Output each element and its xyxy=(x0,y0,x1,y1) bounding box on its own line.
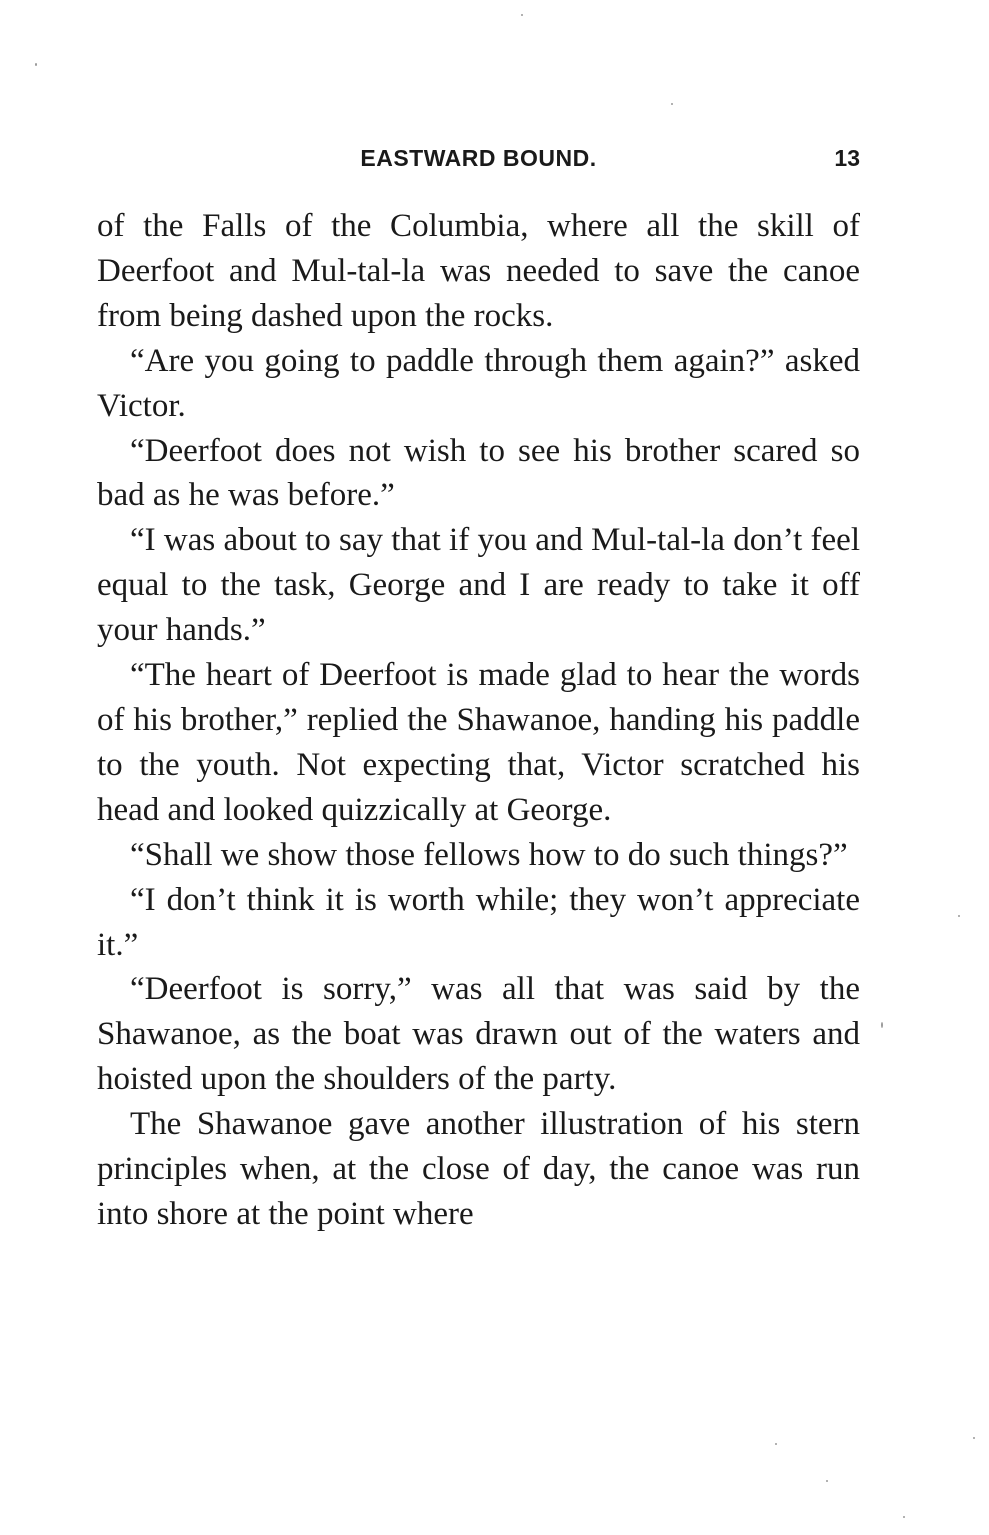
scan-speck xyxy=(973,1437,975,1439)
scan-speck xyxy=(958,915,960,917)
scan-speck xyxy=(35,63,37,66)
scan-speck xyxy=(881,1022,883,1028)
paragraph: “I don’t think it is worth while; they won’t appreciate it.” xyxy=(97,881,860,963)
paragraph: “The heart of Deerfoot is made glad to hear the words of his brother,” replied the Shawanoe, handing his paddle to the youth. Not expecting that, Victor scratched his head and looked quizzically at George. xyxy=(97,657,860,828)
scan-speck xyxy=(521,14,523,16)
scan-speck xyxy=(903,1516,905,1518)
paragraph: The Shawanoe gave another illustration of his stern principles when, at the close of day, the canoe was run into shore at the point where xyxy=(97,1106,860,1232)
paragraph: of the Falls of the Columbia, where all the skill of Deerfoot and Mul-tal-la was needed to save the canoe from being dashed upon the rocks. xyxy=(97,208,860,334)
scan-speck xyxy=(671,103,673,105)
paragraph: “Shall we show those fellows how to do such things?” xyxy=(130,836,848,873)
body-text xyxy=(97,204,860,1237)
page-number: 13 xyxy=(834,145,860,171)
scan-speck xyxy=(775,1443,777,1445)
scan-speck xyxy=(826,1480,828,1482)
paragraph: “I was about to say that if you and Mul-tal-la don’t feel equal to the task, George and I are ready to take it off your hands.” xyxy=(97,522,860,649)
running-head xyxy=(97,143,860,177)
paragraph: “Are you going to paddle through them again?” asked Victor. xyxy=(97,342,860,424)
paragraph: “Deerfoot is sorry,” was all that was said by the Shawanoe, as the boat was drawn out of the waters and hoisted upon the shoulders of the party. xyxy=(97,971,860,1098)
paragraph: “Deerfoot does not wish to see his brother scared so bad as he was before.” xyxy=(97,432,860,514)
running-title: EASTWARD BOUND. xyxy=(360,145,597,171)
